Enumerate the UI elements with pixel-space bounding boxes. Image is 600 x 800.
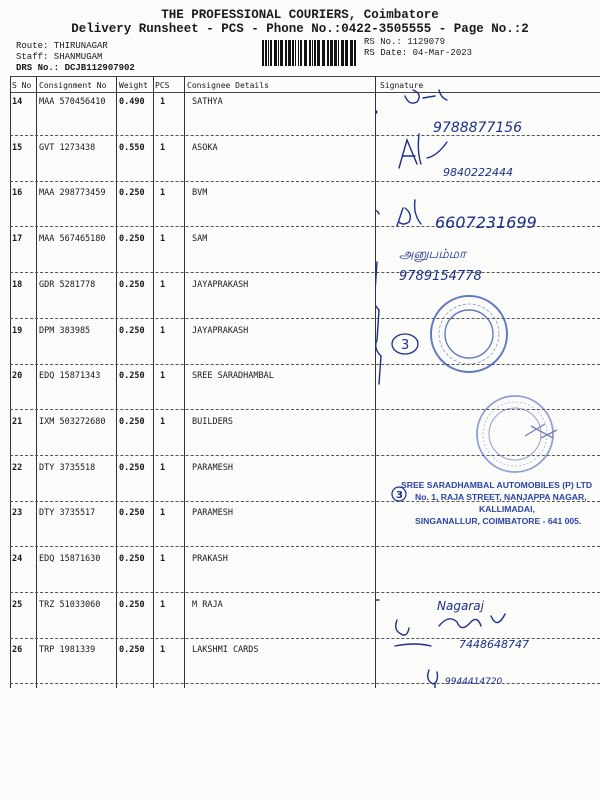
row-consignment-no: EDQ 15871343: [39, 371, 101, 382]
row-sno: 18: [12, 279, 23, 290]
row-pcs: 1: [160, 371, 166, 382]
row-weight: 0.250: [119, 645, 145, 656]
company-seal-icon: [431, 296, 507, 372]
row-pcs: 1: [160, 554, 166, 564]
rs-number: RS No.: 1129079: [364, 37, 446, 47]
row-consignee: ASOKA: [192, 142, 218, 153]
staff-label: Staff: SHANMUGAM: [16, 52, 103, 62]
row-sno: 25: [12, 599, 23, 610]
row-weight: 0.250: [119, 188, 145, 199]
row-pcs: 1: [160, 279, 166, 290]
col-weight: Weight: [119, 81, 148, 90]
row-pcs: 1: [160, 599, 166, 610]
row-consignment-no: MAA 567465180: [39, 234, 106, 245]
row-weight: 0.250: [119, 371, 145, 382]
sig-r16-number: 6607231699: [435, 213, 537, 232]
rs-date: RS Date: 04-Mar-2023: [364, 48, 473, 58]
row-sno: 15: [12, 142, 23, 153]
row-consignment-no: TRZ 51033060: [39, 599, 101, 610]
row-pcs: 1: [160, 188, 166, 199]
barcode-icon: [262, 40, 358, 66]
row-consignee: PARAMESH: [192, 462, 233, 473]
row-consignment-no: DTY 3735518: [39, 462, 96, 473]
signature-area: [375, 76, 600, 688]
row-weight: 0.490: [119, 97, 145, 107]
row-sno: 20: [12, 371, 23, 382]
row-weight: 0.250: [119, 462, 145, 473]
col-consignment: Consignment No: [39, 81, 107, 90]
sig-r14-number: 9788877156: [433, 120, 523, 136]
col-signature: Signature: [380, 81, 424, 90]
page-title: THE PROFESSIONAL COURIERS, Coimbatore: [161, 8, 439, 22]
row-sno: 26: [12, 645, 23, 656]
row-consignee: BVM: [192, 188, 208, 199]
row-consignee: SAM: [192, 234, 208, 245]
sig-r25-number: 7448648747: [459, 638, 529, 651]
row-consignment-no: DTY 3735517: [39, 508, 96, 519]
row-consignment-no: DPM 383985: [39, 325, 91, 336]
sig-r25-name: Nagaraj: [437, 599, 484, 613]
row-sno: 16: [12, 188, 23, 199]
row-pcs: 1: [160, 462, 166, 473]
row-weight: 0.250: [119, 279, 145, 290]
row-consignment-no: EDQ 15871630: [39, 554, 101, 564]
route-label: Route: THIRUNAGAR: [16, 41, 108, 51]
row-consignee: PRAKASH: [192, 554, 228, 564]
row-pcs: 1: [160, 142, 166, 153]
row-consignment-no: TRP 1981339: [39, 645, 96, 656]
row-consignee: BUILDERS: [192, 416, 233, 427]
sig-r15-number: 9840222444: [443, 166, 513, 179]
row-pcs: 1: [160, 325, 166, 336]
row-pcs: 1: [160, 508, 166, 519]
svg-text:SREE SARADHAMBAL AUTOMOBILES (: SREE SARADHAMBAL AUTOMOBILES (P) LTD: [401, 480, 593, 490]
row-weight: 0.250: [119, 234, 145, 245]
row-consignment-no: GDR 5281778: [39, 279, 96, 290]
row-consignment-no: GVT 1273438: [39, 142, 96, 153]
row-consignee: JAYAPRAKASH: [192, 325, 249, 336]
row-pcs: 1: [160, 97, 166, 107]
svg-text:KALLIMADAI,: KALLIMADAI,: [479, 504, 535, 514]
company-address-stamp: [392, 480, 592, 526]
row-consignee: PARAMESH: [192, 508, 233, 519]
col-pcs: PCS: [155, 81, 170, 90]
sig-r17-number: 9789154778: [399, 269, 482, 284]
row-consignee: M RAJA: [192, 599, 223, 610]
svg-text:SINGANALLUR, COIMBATORE - 641: SINGANALLUR, COIMBATORE - 641 005.: [415, 516, 582, 526]
runsheet-subtitle: Delivery Runsheet - PCS - Phone No.:0422-3505555 - Page No.:2: [71, 22, 529, 36]
row-weight: 0.250: [119, 325, 145, 336]
row-weight: 0.550: [119, 142, 145, 153]
row-weight: 0.250: [119, 599, 145, 610]
svg-text:3: 3: [396, 490, 403, 501]
sig-r26-number: 9944414720: [445, 677, 503, 687]
sig-r17-tamil: அனுபம்மா: [399, 247, 466, 262]
row-sno: 22: [12, 462, 23, 473]
row-consignment-no: IXM 503272680: [39, 416, 106, 427]
row-consignee: JAYAPRAKASH: [192, 279, 249, 290]
row-consignment-no: MAA 570456410: [39, 97, 106, 107]
row-sno: 21: [12, 416, 23, 427]
row-weight: 0.250: [119, 508, 145, 519]
circled-three-icon: [392, 334, 418, 354]
svg-text:3: 3: [401, 338, 410, 353]
row-sno: 14: [12, 97, 23, 107]
row-consignee: SREE SARADHAMBAL: [192, 371, 274, 382]
drs-number: DRS No.: DCJB112907902: [16, 63, 135, 73]
row-weight: 0.250: [119, 554, 145, 564]
row-sno: 17: [12, 234, 23, 245]
row-pcs: 1: [160, 234, 166, 245]
row-consignment-no: MAA 298773459: [39, 188, 106, 199]
row-sno: 24: [12, 554, 23, 564]
col-consignee: Consignee Details: [187, 81, 269, 90]
row-sno: 23: [12, 508, 23, 519]
svg-text:No. 1, RAJA STREET, NANJAPPA N: No. 1, RAJA STREET, NANJAPPA NAGAR,: [415, 492, 587, 502]
row-pcs: 1: [160, 416, 166, 427]
row-weight: 0.250: [119, 416, 145, 427]
second-seal-icon: [477, 396, 557, 472]
row-consignee: SATHYA: [192, 97, 223, 107]
row-sno: 19: [12, 325, 23, 336]
col-sno: S No: [12, 81, 32, 90]
row-consignee: LAKSHMI CARDS: [192, 645, 259, 656]
row-pcs: 1: [160, 645, 166, 656]
